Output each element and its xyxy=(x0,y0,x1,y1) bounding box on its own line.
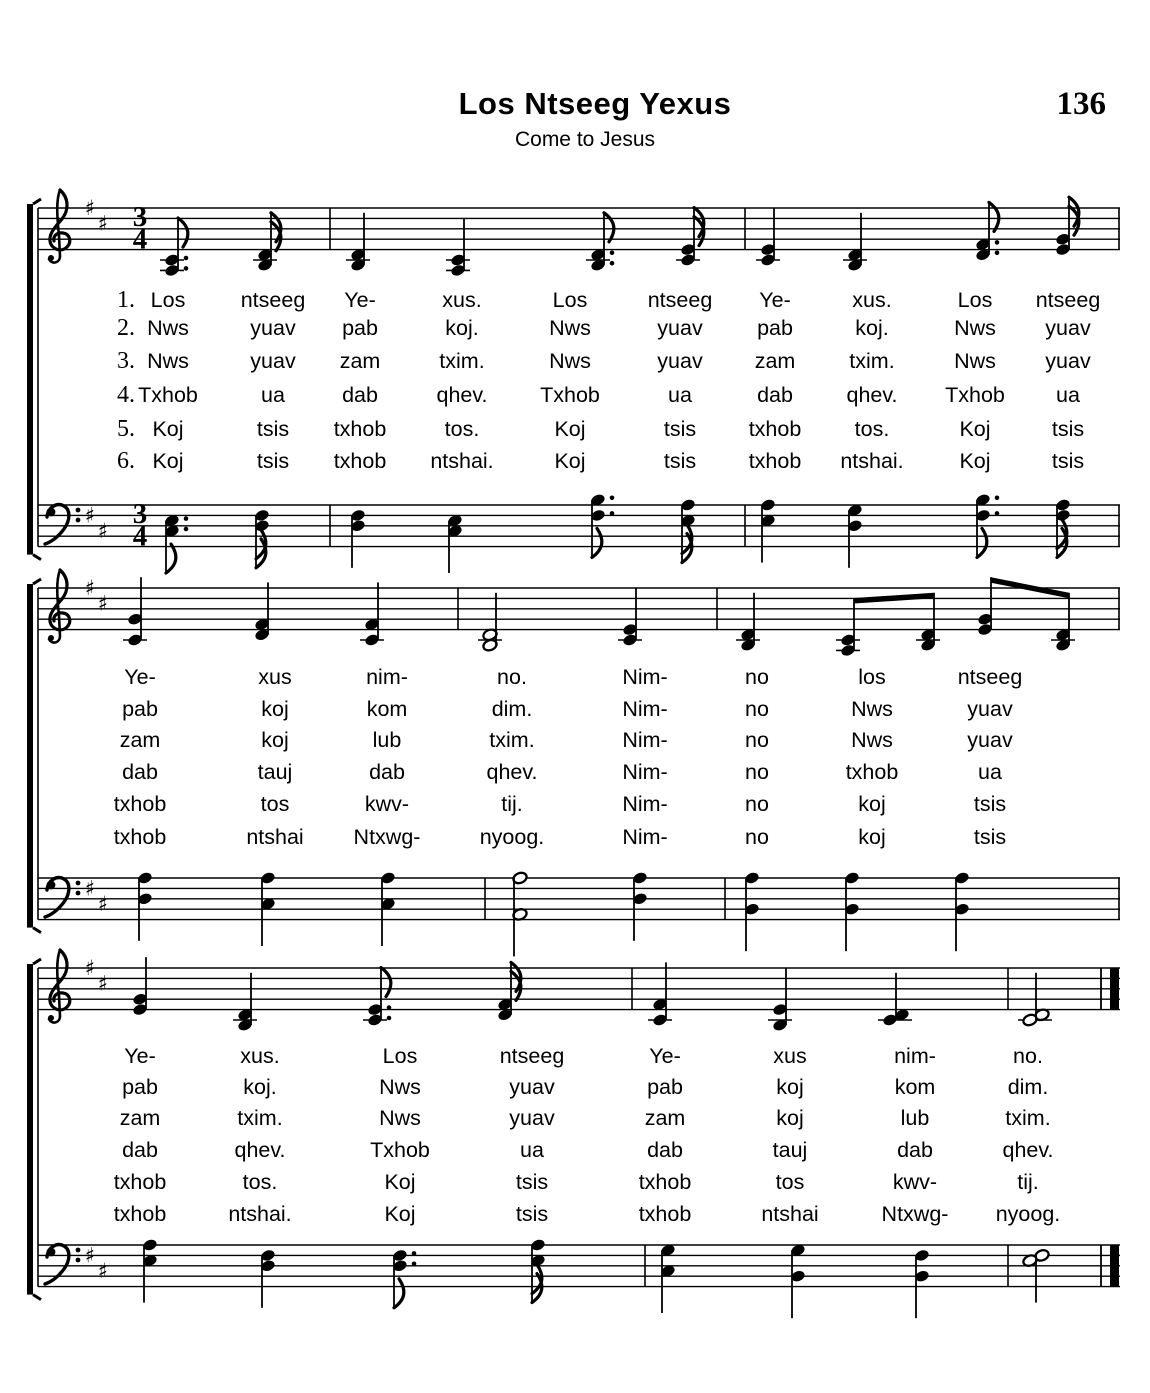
note-chord xyxy=(590,493,614,558)
note-chord xyxy=(680,498,696,563)
treble-staff xyxy=(38,190,1120,277)
lyric-syllable: ntshai. xyxy=(840,449,904,473)
lyric-syllable: lub xyxy=(372,728,402,752)
lyric-syllable: koj xyxy=(776,1075,804,1099)
note-chord xyxy=(346,213,370,272)
lyric-syllable: ua xyxy=(261,383,285,407)
note-chord xyxy=(878,973,912,1027)
note-chord xyxy=(1055,197,1079,256)
lyric-syllable: ntshai. xyxy=(228,1202,292,1226)
lyric-syllable: Ye- xyxy=(649,1044,681,1068)
lyric-syllable: pab xyxy=(342,316,378,340)
lyric-syllable: dab xyxy=(342,383,378,407)
lyric-syllable: Nws xyxy=(147,349,189,373)
lyric-syllable: yuav xyxy=(250,316,296,340)
lyric-syllable: txhob xyxy=(748,417,802,441)
note-chord xyxy=(254,582,270,641)
lyric-syllable: Koj xyxy=(384,1202,416,1226)
note-chord xyxy=(137,871,153,941)
lyric-syllable: txhob xyxy=(638,1202,692,1226)
lyric-syllable: ntseeg xyxy=(499,1044,565,1068)
lyric-syllable: ua xyxy=(520,1138,544,1162)
note-chord xyxy=(756,208,780,267)
lyric-syllable: koj xyxy=(261,697,289,721)
lyric-syllable: txim. xyxy=(849,349,895,373)
system-1 xyxy=(27,190,1120,573)
lyric-syllable: no xyxy=(745,760,769,784)
system-2 xyxy=(27,570,1120,956)
lyric-syllable: Ye- xyxy=(124,665,156,689)
lyric-syllable: no xyxy=(745,792,769,816)
note-chord xyxy=(914,1248,930,1318)
lyric-syllable: Nws xyxy=(954,349,996,373)
svg-text:♯: ♯ xyxy=(97,892,109,916)
note-chord xyxy=(1055,498,1071,557)
lyric-syllable: ua xyxy=(978,760,1002,784)
lyric-syllable: qhev. xyxy=(486,760,538,784)
lyric-syllable: Koj xyxy=(554,449,586,473)
note-chord xyxy=(392,1248,416,1307)
lyric-syllable: ntseeg xyxy=(240,288,306,312)
lyric-syllable: ntshai xyxy=(761,1202,819,1226)
lyric-syllable: zam xyxy=(119,728,161,752)
svg-text:♯: ♯ xyxy=(84,576,96,600)
note-chord xyxy=(478,593,502,652)
page-subtitle: Come to Jesus xyxy=(514,128,656,151)
note-chord xyxy=(660,1243,676,1313)
lyric-syllable: Nws xyxy=(379,1075,421,1099)
lyric-syllable: dab xyxy=(369,760,405,784)
lyric-syllable: yuav xyxy=(509,1106,555,1130)
lyric-syllable: pab xyxy=(122,697,158,721)
note-chord xyxy=(497,962,521,1021)
lyric-syllable: Ye- xyxy=(124,1044,156,1068)
note-chord xyxy=(530,1238,546,1303)
lyric-syllable: tsis xyxy=(256,417,290,441)
lyric-syllable: yuav xyxy=(967,728,1013,752)
lyric-syllable: txhob xyxy=(748,449,802,473)
lyric-syllable: ua xyxy=(668,383,692,407)
note-chord xyxy=(844,871,860,951)
note-chord xyxy=(744,871,760,951)
note-chord xyxy=(975,493,999,558)
note-chord xyxy=(380,871,396,946)
svg-text:♯: ♯ xyxy=(97,591,109,616)
lyric-syllable: Nws xyxy=(147,316,189,340)
lyric-syllable: dim. xyxy=(1007,1075,1049,1099)
lyric-syllable: Koj xyxy=(959,417,991,441)
lyric-syllable: xus. xyxy=(240,1044,280,1068)
bass-staff xyxy=(38,1238,1120,1318)
lyric-syllable: kwv- xyxy=(892,1170,938,1194)
lyric-syllable: Txhob xyxy=(370,1138,430,1162)
note-chord xyxy=(142,1238,158,1303)
lyric-syllable: dim. xyxy=(491,697,533,721)
lyric-syllable: Nws xyxy=(549,316,591,340)
note-chord xyxy=(132,957,148,1016)
lyric-syllable: no. xyxy=(1013,1044,1043,1068)
lyric-syllable: kom xyxy=(366,697,408,721)
lyric-syllable: ntseeg xyxy=(957,665,1023,689)
page-title: Los Ntseeg Yexus xyxy=(458,86,732,121)
note-chord xyxy=(512,871,528,956)
lyric-syllable: ntseeg xyxy=(1035,288,1101,312)
lyric-syllable: ntseeg xyxy=(647,288,713,312)
lyric-syllable: xus. xyxy=(442,288,482,312)
lyric-syllable: tos xyxy=(260,792,290,816)
lyric-syllable: koj xyxy=(776,1106,804,1130)
bass-staff xyxy=(38,493,1120,573)
note-chord xyxy=(360,582,384,647)
lyric-syllable: tsis xyxy=(515,1170,549,1194)
lyric-syllable: Nws xyxy=(851,728,893,752)
note-chord xyxy=(1018,973,1052,1027)
lyric-syllable: zam xyxy=(339,349,381,373)
lyric-syllable: tauj xyxy=(257,760,293,784)
lyric-syllable: txhob xyxy=(333,417,387,441)
note-chord xyxy=(847,503,863,568)
lyric-syllable: Txhob xyxy=(945,383,1005,407)
lyric-syllable: tos. xyxy=(444,417,480,441)
lyric-syllable: Nim- xyxy=(622,697,668,721)
lyric-syllable: tsis xyxy=(1051,417,1085,441)
lyric-syllable: tij. xyxy=(501,792,523,816)
treble-staff xyxy=(38,950,1120,1032)
lyric-syllable: tsis xyxy=(515,1202,549,1226)
lyric-syllable: dab xyxy=(647,1138,683,1162)
lyric-syllable: yuav xyxy=(657,349,703,373)
svg-text:♯: ♯ xyxy=(97,1259,109,1283)
lyric-syllable: kwv- xyxy=(364,792,410,816)
svg-text:♯: ♯ xyxy=(84,956,96,980)
svg-text:♯: ♯ xyxy=(97,519,109,543)
lyric-syllable: Nws xyxy=(379,1106,421,1130)
note-chord xyxy=(768,968,792,1033)
lyric-syllable: Nim- xyxy=(622,825,668,849)
lyric-syllable: no xyxy=(745,697,769,721)
lyric-syllable: ntshai xyxy=(246,825,304,849)
lyric-syllable: Koj xyxy=(152,417,184,441)
lyric-syllable: yuav xyxy=(657,316,703,340)
note-chord xyxy=(648,962,672,1027)
lyric-syllable: txim. xyxy=(1005,1106,1051,1130)
lyric-syllable: Txhob xyxy=(540,383,600,407)
lyric-syllable: yuav xyxy=(509,1075,555,1099)
svg-text:3: 3 xyxy=(132,201,148,233)
lyric-syllable: no. xyxy=(497,665,527,689)
lyric-syllable: xus. xyxy=(852,288,892,312)
lyric-syllable: txim. xyxy=(439,349,485,373)
lyric-syllable: koj xyxy=(858,792,886,816)
lyric-syllable: no xyxy=(745,728,769,752)
svg-text:♯: ♯ xyxy=(97,971,109,996)
lyric-syllable: txhob xyxy=(113,792,167,816)
lyric-syllable: yuav xyxy=(250,349,296,373)
note-chord xyxy=(618,588,642,647)
note-chord xyxy=(164,514,188,573)
lyric-syllable: xus xyxy=(258,665,292,689)
lyric-syllable: lub xyxy=(900,1106,930,1130)
lyric-syllable: Koj xyxy=(152,449,184,473)
svg-text:♯: ♯ xyxy=(84,503,96,528)
note-chord xyxy=(843,213,867,272)
lyric-syllable: xus xyxy=(773,1044,807,1068)
note-chord xyxy=(977,577,993,636)
lyric-syllable: tos. xyxy=(854,417,890,441)
lyric-syllable: zam xyxy=(754,349,796,373)
lyric-syllable: pab xyxy=(647,1075,683,1099)
lyric-syllable: Los xyxy=(957,288,993,312)
lyric-syllable: txhob xyxy=(113,1170,167,1194)
note-chord xyxy=(233,973,257,1032)
lyric-syllable: tsis xyxy=(1051,449,1085,473)
lyric-syllable: tsis xyxy=(973,792,1007,816)
note-chord xyxy=(836,598,860,657)
note-chord xyxy=(1022,1248,1050,1302)
lyric-syllable: pab xyxy=(122,1075,158,1099)
lyric-syllable: qhev. xyxy=(846,383,898,407)
note-chord xyxy=(676,208,704,267)
lyric-syllable: tsis xyxy=(663,449,697,473)
lyric-syllable: txhob xyxy=(113,1202,167,1226)
svg-text:♯: ♯ xyxy=(84,1243,96,1268)
lyric-syllable: Ntxwg- xyxy=(353,825,421,849)
lyric-syllable: txhob xyxy=(333,449,387,473)
lyric-syllable: Nws xyxy=(954,316,996,340)
lyric-syllable: tos xyxy=(775,1170,805,1194)
note-chord xyxy=(736,593,760,652)
lyric-syllable: zam xyxy=(644,1106,686,1130)
svg-text:4: 4 xyxy=(132,520,148,553)
lyric-syllable: tauj xyxy=(772,1138,808,1162)
note-chord xyxy=(254,508,270,567)
lyric-syllable: txim. xyxy=(489,728,535,752)
lyric-syllable: no xyxy=(745,665,769,689)
lyric-syllable: Ntxwg- xyxy=(881,1202,949,1226)
lyric-syllable: dab xyxy=(122,1138,158,1162)
lyric-syllable: ua xyxy=(1056,383,1080,407)
lyric-syllable: Txhob xyxy=(138,383,198,407)
lyric-syllable: tij. xyxy=(1017,1170,1039,1194)
lyric-syllable: koj. xyxy=(243,1075,277,1099)
lyric-syllable: txhob xyxy=(638,1170,692,1194)
note-chord xyxy=(363,968,391,1027)
lyric-syllable: ntshai. xyxy=(430,449,494,473)
bass-staff xyxy=(38,871,1120,956)
lyric-syllable: tos. xyxy=(242,1170,278,1194)
lyric-syllable: koj. xyxy=(445,316,479,340)
note-chord xyxy=(446,218,470,277)
note-chord xyxy=(160,218,188,277)
lyric-syllable: Ye- xyxy=(344,288,376,312)
lyric-syllable: koj xyxy=(261,728,289,752)
lyric-syllable: tsis xyxy=(973,825,1007,849)
hymn-number: 136 xyxy=(1056,86,1106,122)
lyric-syllable: no xyxy=(745,825,769,849)
lyric-syllable: zam xyxy=(119,1106,161,1130)
note-chord xyxy=(1051,593,1075,652)
note-chord xyxy=(350,508,366,567)
lyric-syllable: dab xyxy=(897,1138,933,1162)
lyric-syllable: nyoog. xyxy=(995,1202,1061,1226)
lyric-syllable: dab xyxy=(757,383,793,407)
lyric-syllable: yuav xyxy=(967,697,1013,721)
note-chord xyxy=(260,871,276,946)
note-chord xyxy=(260,1248,276,1307)
lyric-syllable: txhob xyxy=(845,760,899,784)
svg-text:3: 3 xyxy=(132,498,148,530)
lyric-syllable: nim- xyxy=(366,665,408,689)
lyric-syllable: qhev. xyxy=(1002,1138,1054,1162)
verse-number: 5. xyxy=(117,416,135,442)
lyric-syllable: Nim- xyxy=(622,665,668,689)
lyric-syllable: Koj xyxy=(959,449,991,473)
lyric-syllable: Koj xyxy=(384,1170,416,1194)
lyric-syllable: pab xyxy=(757,316,793,340)
svg-text:♯: ♯ xyxy=(84,876,96,901)
note-chord xyxy=(447,514,463,573)
lyric-syllable: koj. xyxy=(855,316,889,340)
note-chord xyxy=(586,213,614,272)
note-chord xyxy=(790,1243,806,1318)
lyric-syllable: kom xyxy=(894,1075,936,1099)
note-chord xyxy=(916,593,940,652)
lyric-syllable: koj xyxy=(858,825,886,849)
lyric-syllable: txim. xyxy=(237,1106,283,1130)
lyric-syllable: txhob xyxy=(113,825,167,849)
lyric-syllable: nim- xyxy=(894,1044,936,1068)
note-chord xyxy=(632,871,648,941)
verse-number: 3. xyxy=(117,348,135,374)
svg-text:4: 4 xyxy=(132,223,148,256)
lyric-syllable: Los xyxy=(552,288,588,312)
lyric-syllable: Nws xyxy=(851,697,893,721)
lyric-syllable: qhev. xyxy=(234,1138,286,1162)
verse-number: 2. xyxy=(117,315,135,341)
svg-text:♯: ♯ xyxy=(97,211,109,236)
lyric-syllable: Nws xyxy=(549,349,591,373)
lyric-syllable: nyoog. xyxy=(479,825,545,849)
lyric-syllable: yuav xyxy=(1045,349,1091,373)
lyric-syllable: dab xyxy=(122,760,158,784)
note-chord xyxy=(760,498,776,563)
lyric-syllable: Nim- xyxy=(622,760,668,784)
lyric-syllable: tsis xyxy=(663,417,697,441)
treble-staff xyxy=(38,570,1120,657)
verse-number: 6. xyxy=(117,448,135,474)
note-chord xyxy=(253,213,281,272)
lyric-syllable: Nim- xyxy=(622,728,668,752)
lyric-syllable: los xyxy=(858,665,886,689)
lyric-syllable: qhev. xyxy=(436,383,488,407)
note-chord xyxy=(975,202,999,261)
svg-text:♯: ♯ xyxy=(84,196,96,220)
lyric-syllable: Nim- xyxy=(622,792,668,816)
lyric-syllable: Ye- xyxy=(759,288,791,312)
lyric-syllable: Los xyxy=(150,288,186,312)
system-3 xyxy=(27,950,1120,1318)
lyric-syllable: tsis xyxy=(256,449,290,473)
note-chord xyxy=(954,871,970,951)
verse-number: 1. xyxy=(117,287,135,313)
verse-number: 4. xyxy=(117,382,135,408)
lyric-syllable: Los xyxy=(382,1044,418,1068)
lyric-syllable: Koj xyxy=(554,417,586,441)
lyric-syllable: yuav xyxy=(1045,316,1091,340)
